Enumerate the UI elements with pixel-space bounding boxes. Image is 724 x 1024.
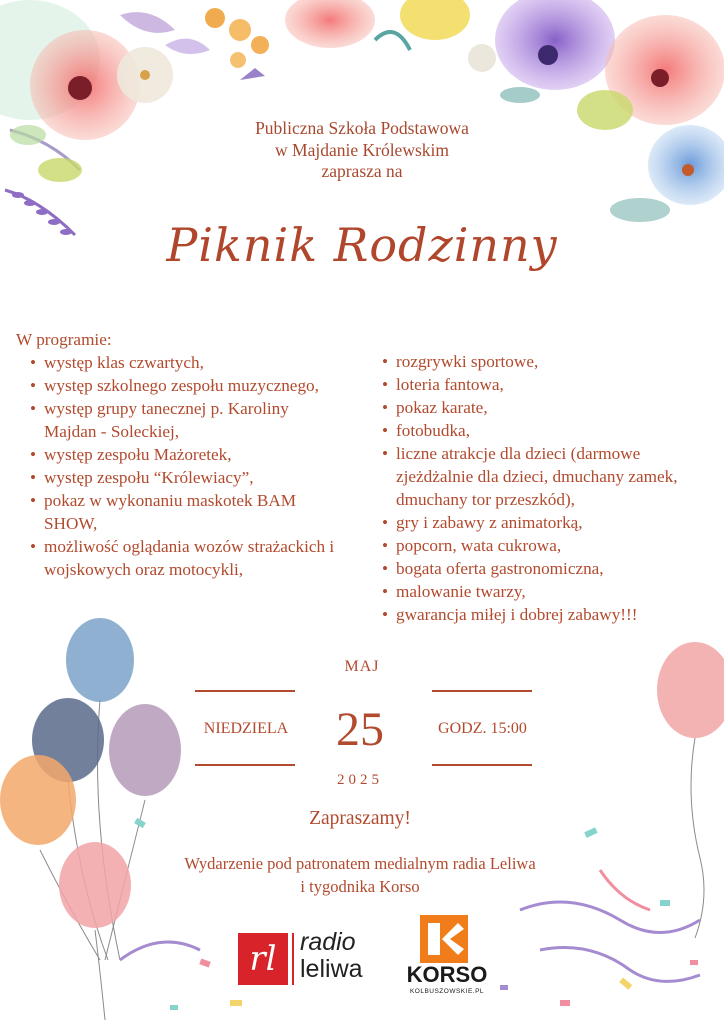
- program-left-column: [16, 328, 336, 581]
- list-item: • gwarancja miłej i dobrej zabawy!!!: [368, 603, 718, 626]
- divider-bottom-left: [195, 764, 295, 766]
- list-item: • występ grupy tanecznej p. Karoliny Majdan - Soleckiej,: [16, 397, 336, 443]
- leliwa-word: leliwa: [300, 955, 363, 983]
- divider-top-right: [432, 690, 532, 692]
- list-item: • popcorn, wata cukrowa,: [368, 534, 718, 557]
- radio-leliwa-separator: [292, 933, 294, 985]
- list-item: • występ szkolnego zespołu muzycznego,: [16, 374, 336, 397]
- event-month: MAJ: [344, 658, 380, 675]
- list-item: • gry i zabawy z animatorką,: [368, 511, 718, 534]
- flowers-top-center: [205, 0, 496, 80]
- school-location: w Majdanie Królewskim: [275, 139, 449, 160]
- list-item: • możliwość oglądania wozów strażackich i wojskowych oraz motocykli,: [16, 535, 336, 581]
- balloon-right: [657, 642, 724, 938]
- program-left-list: [16, 351, 336, 581]
- divider-bottom-right: [432, 764, 532, 766]
- invitation-header: [0, 118, 724, 183]
- list-item: • rozgrywki sportowe,: [368, 350, 718, 373]
- korso-word: KORSO: [406, 962, 488, 987]
- patronage-line-1: Wydarzenie pod patronatem medialnym radia Leliwa: [184, 854, 536, 873]
- event-day: 25: [336, 703, 384, 756]
- list-item: • bogata oferta gastronomiczna,: [368, 557, 718, 580]
- list-item: • loteria fantowa,: [368, 373, 718, 396]
- program-right-list: [368, 350, 718, 626]
- list-item: • występ klas czwartych,: [16, 351, 336, 374]
- list-item: • występ zespołu Mażoretek,: [16, 443, 336, 466]
- radio-leliwa-mark: [238, 933, 288, 985]
- list-item: • liczne atrakcje dla dzieci (darmowe zjeżdżalnie dla dzieci, dmuchany zamek, dmuchany tor przeszkód),: [368, 442, 718, 511]
- divider-top-left: [195, 690, 295, 692]
- closing-text: Zapraszamy!: [309, 808, 411, 829]
- radio-leliwa-mark-text: rl: [249, 939, 277, 979]
- list-item: • występ zespołu “Królewiacy”,: [16, 466, 336, 489]
- program-right-column: [368, 350, 718, 626]
- flowers-top-right: [495, 0, 724, 222]
- patronage-text: [120, 852, 600, 898]
- radio-word: radio: [300, 928, 356, 956]
- event-year: 2025: [337, 772, 383, 788]
- invitation-phrase: zaprasza na: [321, 161, 403, 181]
- school-name: Publiczna Szkoła Podstawowa: [255, 118, 469, 138]
- list-item: • pokaz w wykonaniu maskotek BAM SHOW,: [16, 489, 336, 535]
- korso-k-icon: [420, 915, 468, 963]
- event-title: Piknik Rodzinny: [166, 218, 558, 272]
- event-weekday: NIEDZIELA: [203, 720, 289, 737]
- list-item: • malowanie twarzy,: [368, 580, 718, 603]
- balloons-left: [0, 618, 181, 1020]
- list-item: • fotobudka,: [368, 419, 718, 442]
- korso-subtitle: KOLBUSZOWSKIE.PL: [409, 988, 485, 995]
- list-item: • pokaz karate,: [368, 396, 718, 419]
- program-heading: W programie:: [16, 330, 112, 349]
- patronage-line-2: i tygodnika Korso: [300, 877, 420, 896]
- event-time: GODZ. 15:00: [438, 720, 527, 737]
